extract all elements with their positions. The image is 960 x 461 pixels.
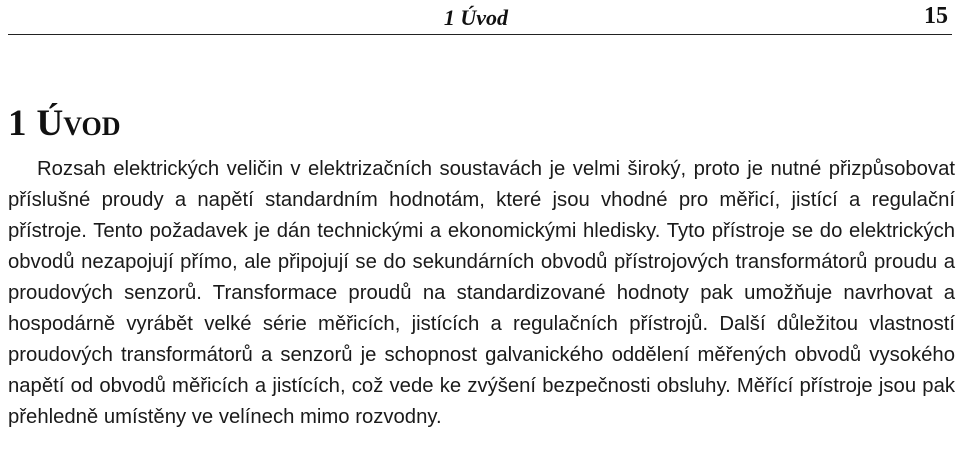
chapter-number: 1 (8, 103, 27, 144)
header-chapter-title: 1 Úvod (443, 5, 508, 30)
chapter-title: Úvod (36, 103, 121, 144)
header-divider (8, 34, 952, 35)
chapter-heading (8, 98, 120, 150)
body-paragraph: Rozsah elektrických veličin v elektrizačních soustavách je velmi široký, proto je nutné přizpůsobovat příslušné proudy a napětí standardním hodnotám, které jsou vhodné pro měřicí, jistící a regulační přístroje. Tento požadavek je dán technickými a ekonomickými hledisky. Tyto přístroje se do elektrických obvodů nezapojují přímo, ale připojují se do sekundárních obvodů přístrojových transformátorů proudu a proudových senzorů. Transformace proudů na standardizované hodnoty pak umožňuje navrhovat a hospodárně vyrábět velké série měřicích, jistících a regulačních přístrojů. Další důležitou vlastností proudových transformátorů a senzorů je schopnost galvanického oddělení měřených obvodů vysokého napětí od obvodů měřicích a jistících, což vede ke zvýšení bezpečnosti obsluhy. Měřící přístroje jsou pak přehledně umístěny ve velínech mimo rozvodny. (8, 158, 955, 428)
page-number: 15 (924, 3, 948, 29)
running-header (8, 0, 952, 36)
